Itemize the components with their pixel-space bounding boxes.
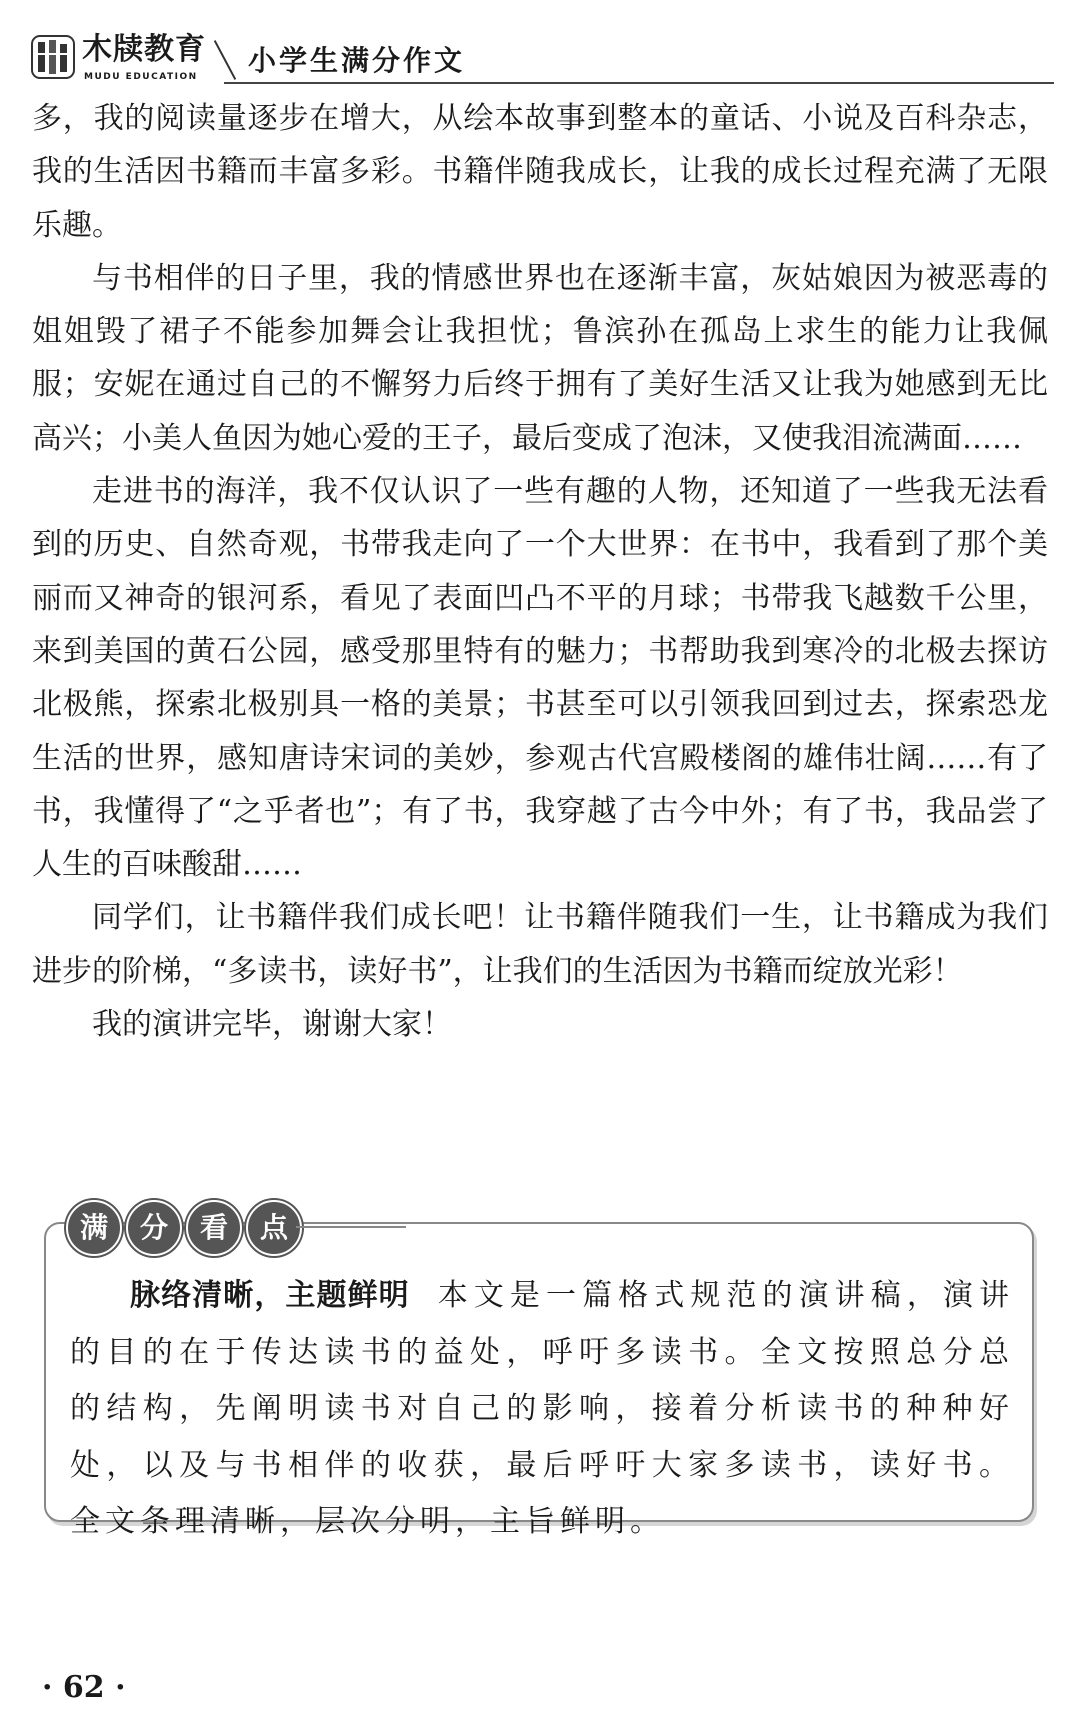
article-paragraph: 同学们，让书籍伴我们成长吧！让书籍伴随我们一生，让书籍成为我们进步的阶梯，“多读书，读好书”，让我们的生活因为书籍而绽放光彩！ [32,900,1048,989]
review-content [70,1268,1014,1551]
review-badge: 满 [66,1200,122,1256]
article-paragraph: 多，我的阅读量逐步在增大，从绘本故事到整本的童话、小说及百科杂志，我的生活因书籍而丰富多彩。书籍伴随我成长，让我的成长过程充满了无限乐趣。 [32,101,1048,243]
brand-subtitle: MUDU EDUCATION [84,72,198,82]
review-heading: 脉络清晰，主题鲜明 [130,1278,410,1313]
badge-connector-line [296,1226,406,1228]
article-body [32,92,1048,1051]
review-badge: 分 [126,1200,182,1256]
article-paragraph: 与书相伴的日子里，我的情感世界也在逐渐丰富，灰姑娘因为被恶毒的姐姐毁了裙子不能参加舞会让我担忧；鲁滨孙在孤岛上求生的能力让我佩服；安妮在通过自己的不懈努力后终于拥有了美好生活又让我为她感到无比高兴；小美人鱼因为她心爱的王子，最后变成了泡沫，又使我泪流满面…… [32,260,1048,456]
header-rule [224,82,1054,84]
book-title: 小学生满分作文 [248,44,466,77]
page-number: · 62 · [42,1670,126,1705]
page-header [28,30,1038,88]
bamboo-slip-logo-icon [28,32,78,82]
review-badges [66,1200,356,1256]
review-badge: 点 [246,1200,302,1256]
review-body: 本文是一篇格式规范的演讲稿，演讲的目的在于传达读书的益处，呼吁多读书。全文按照总分总的结构，先阐明读书对自己的影响，接着分析读书的种种好处，以及与书相伴的收获，最后呼吁大家多读书，读好书。全文条理清晰，层次分明，主旨鲜明。 [70,1278,1014,1539]
article-paragraph: 我的演讲完毕，谢谢大家！ [92,1007,452,1043]
brand-name: 木牍教育 [82,32,206,67]
review-badge: 看 [186,1200,242,1256]
article-paragraph: 走进书的海洋，我不仅认识了一些有趣的人物，还知道了一些我无法看到的历史、自然奇观，书带我走向了一个大世界：在书中，我看到了那个美丽而又神奇的银河系，看见了表面凹凸不平的月球；书带我飞越数千公里，来到美国的黄石公园，感受那里特有的魅力；书帮助我到寒冷的北极去探访北极熊，探索北极别具一格的美景；书甚至可以引领我回到过去，探索恐龙生活的世界，感知唐诗宋词的美妙，参观古代宫殿楼阁的雄伟壮阔……有了书，我懂得了“之乎者也”；有了书，我穿越了古今中外；有了书，我品尝了人生的百味酸甜…… [32,474,1048,883]
header-divider [214,40,236,80]
